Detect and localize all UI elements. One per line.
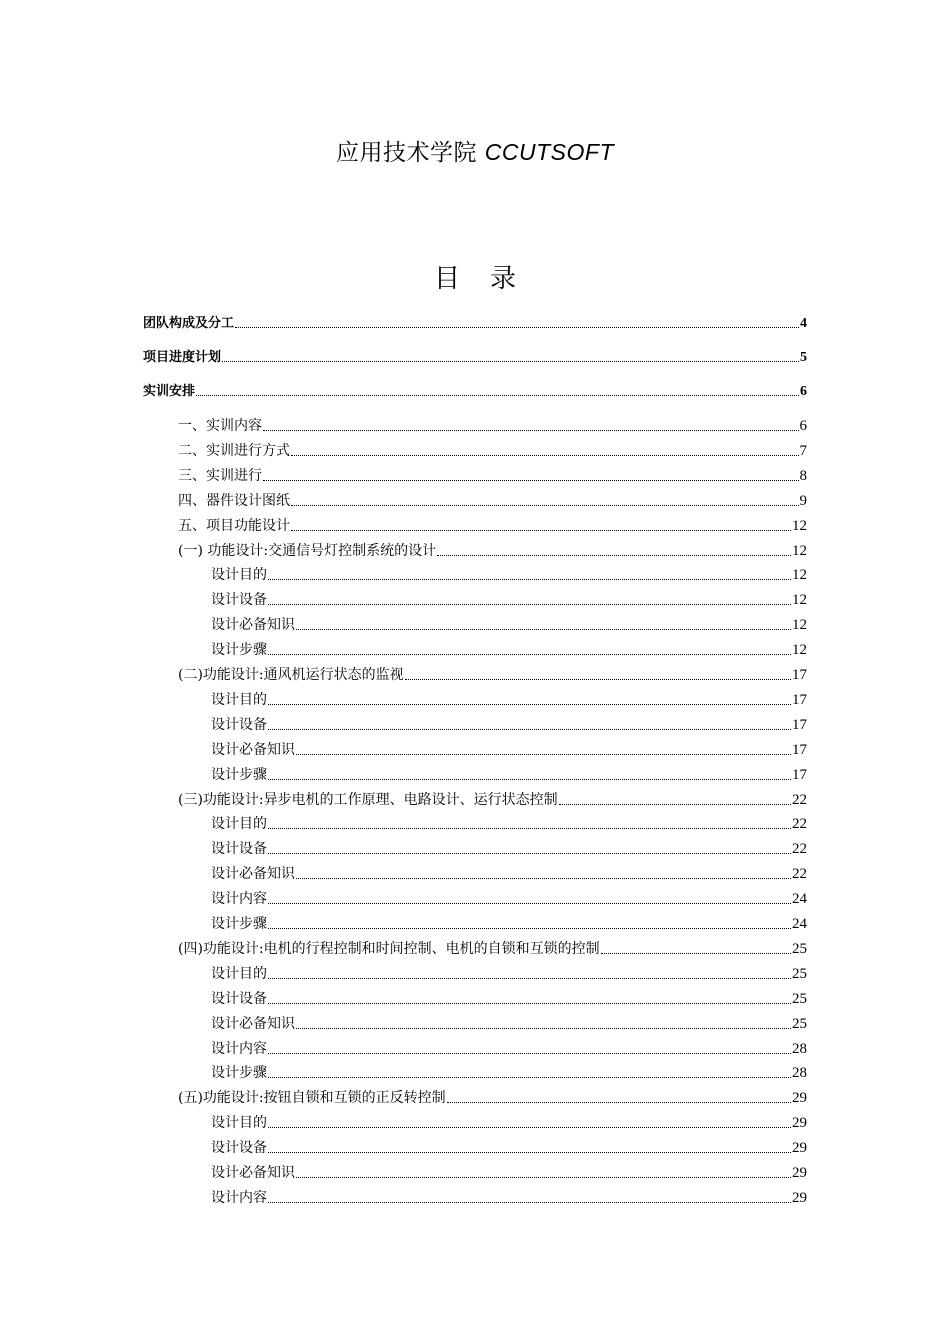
toc-entry[interactable] xyxy=(211,888,807,908)
toc-entry-page-number: 25 xyxy=(792,990,807,1007)
toc-entry[interactable] xyxy=(211,913,807,933)
toc-entry-page-number: 24 xyxy=(792,916,807,932)
toc-entry-label: 实训安排 xyxy=(143,384,196,399)
toc-entry-page-number: 17 xyxy=(792,741,807,758)
toc-entry-page-number: 29 xyxy=(792,1140,807,1157)
toc-entry-label: 设计目的 xyxy=(211,965,267,982)
toc-dot-leader xyxy=(291,529,791,531)
toc-entry[interactable] xyxy=(178,664,807,684)
toc-entry-page-number: 8 xyxy=(799,467,807,484)
toc-entry-label: (三)功能设计:异步电机的工作原理、电路设计、运行状态控制 xyxy=(178,791,558,808)
toc-entry-page-number: 12 xyxy=(792,542,807,559)
toc-entry-page-number: 22 xyxy=(792,841,807,858)
toc-entry-label: 设计必备知识 xyxy=(211,617,295,634)
toc-entry[interactable] xyxy=(143,312,807,332)
toc-entry[interactable] xyxy=(211,1187,807,1207)
toc-dot-leader xyxy=(268,827,791,829)
toc-dot-leader xyxy=(268,778,791,780)
toc-dot-leader xyxy=(268,1002,791,1004)
toc-entry-label: 设计目的 xyxy=(211,691,267,708)
toc-entry[interactable] xyxy=(211,988,807,1008)
toc-dot-leader xyxy=(296,1176,791,1178)
toc-entry[interactable] xyxy=(211,739,807,759)
toc-entry[interactable] xyxy=(143,346,807,366)
header-school-name: 应用技术学院 xyxy=(335,140,477,166)
toc-entry-label: 项目进度计划 xyxy=(143,350,222,365)
toc-dot-leader xyxy=(268,977,791,979)
toc-entry-label: 设计内容 xyxy=(211,1040,267,1057)
toc-entry[interactable] xyxy=(211,1038,807,1058)
toc-entry-label: 四、器件设计图纸 xyxy=(178,492,290,509)
toc-entry[interactable] xyxy=(178,465,807,485)
toc-entry-label: 设计设备 xyxy=(211,716,267,733)
toc-dot-leader xyxy=(268,1201,791,1203)
document-header xyxy=(0,134,950,167)
toc-entry-page-number: 29 xyxy=(792,1165,807,1181)
toc-dot-leader xyxy=(559,803,791,805)
toc-dot-leader xyxy=(263,479,799,481)
toc-entry[interactable] xyxy=(211,863,807,883)
toc-entry-label: 设计设备 xyxy=(211,841,267,858)
toc-entry-label: (二)功能设计:通风机运行状态的监视 xyxy=(178,667,404,683)
toc-entry-label: 设计必备知识 xyxy=(211,866,295,883)
toc-entry-label: 设计步骤 xyxy=(211,916,267,932)
toc-entry-label: (四)功能设计:电机的行程控制和时间控制、电机的自锁和互锁的控制 xyxy=(178,940,600,957)
toc-entry-page-number: 4 xyxy=(800,316,807,331)
toc-title xyxy=(0,258,950,295)
toc-entry-page-number: 22 xyxy=(792,816,807,833)
toc-entry-page-number: 25 xyxy=(792,1015,807,1032)
toc-dot-leader xyxy=(268,653,791,655)
toc-entry-page-number: 29 xyxy=(792,1090,807,1107)
toc-entry-page-number: 28 xyxy=(792,1040,807,1057)
toc-entry-page-number: 29 xyxy=(792,1189,807,1206)
toc-entry-label: 设计必备知识 xyxy=(211,1015,295,1032)
toc-dot-leader xyxy=(268,1076,791,1078)
toc-entry[interactable] xyxy=(211,1013,807,1033)
toc-entry-page-number: 6 xyxy=(799,418,807,434)
toc-entry-page-number: 12 xyxy=(792,567,807,584)
toc-dot-leader xyxy=(268,703,791,705)
toc-dot-leader xyxy=(268,902,791,904)
toc-entry-label: (五)功能设计:按钮自锁和互锁的正反转控制 xyxy=(178,1090,446,1107)
toc-entry-label: 设计步骤 xyxy=(211,766,267,783)
toc-entry[interactable] xyxy=(178,440,807,460)
toc-entry[interactable] xyxy=(211,589,807,609)
toc-dot-leader xyxy=(291,504,799,506)
toc-entry[interactable] xyxy=(178,540,807,560)
toc-dot-leader xyxy=(601,952,791,954)
toc-entry-label: 二、实训进行方式 xyxy=(178,442,290,459)
toc-entry-label: (一) 功能设计:交通信号灯控制系统的设计 xyxy=(178,542,437,559)
toc-entry[interactable] xyxy=(211,1062,807,1082)
toc-entry[interactable] xyxy=(178,490,807,510)
toc-entry[interactable] xyxy=(211,1112,807,1132)
toc-entry[interactable] xyxy=(211,838,807,858)
toc-entry-page-number: 22 xyxy=(792,866,807,883)
toc-dot-leader xyxy=(268,728,791,730)
toc-entry-page-number: 12 xyxy=(792,617,807,634)
toc-entry[interactable] xyxy=(178,415,807,435)
toc-entry-label: 设计目的 xyxy=(211,1115,267,1132)
toc-entry[interactable] xyxy=(211,689,807,709)
toc-dot-leader xyxy=(268,578,791,580)
toc-dot-leader xyxy=(268,1052,791,1054)
toc-entry-label: 设计内容 xyxy=(211,891,267,908)
toc-entry-page-number: 9 xyxy=(799,492,807,509)
toc-entry-page-number: 5 xyxy=(800,350,807,365)
toc-entry-page-number: 17 xyxy=(792,691,807,708)
toc-entry[interactable] xyxy=(178,789,807,809)
toc-entry-page-number: 7 xyxy=(799,442,807,459)
toc-entry-label: 团队构成及分工 xyxy=(143,316,235,331)
toc-title-char-1: 目 xyxy=(433,264,460,294)
toc-entry-label: 设计内容 xyxy=(211,1189,267,1206)
toc-dot-leader xyxy=(296,628,791,630)
toc-dot-leader xyxy=(196,394,799,396)
toc-dot-leader xyxy=(263,429,799,431)
toc-entry-page-number: 22 xyxy=(792,791,807,808)
toc-entry-page-number: 24 xyxy=(792,891,807,908)
toc-entry-label: 设计步骤 xyxy=(211,1065,267,1082)
toc-entry[interactable] xyxy=(143,380,807,400)
toc-dot-leader xyxy=(235,326,799,328)
toc-entry-label: 三、实训进行 xyxy=(178,467,262,484)
toc-entry[interactable] xyxy=(178,1087,807,1107)
toc-entry-page-number: 29 xyxy=(792,1115,807,1132)
toc-entry[interactable] xyxy=(211,764,807,784)
toc-entry-label: 一、实训内容 xyxy=(178,418,262,434)
toc-dot-leader xyxy=(296,753,791,755)
toc-dot-leader xyxy=(447,1101,791,1103)
toc-entry-label: 设计步骤 xyxy=(211,642,267,659)
toc-dot-leader xyxy=(268,1126,791,1128)
toc-entry[interactable] xyxy=(211,1162,807,1182)
toc-entry-label: 五、项目功能设计 xyxy=(178,517,290,534)
toc-entry[interactable] xyxy=(211,564,807,584)
toc-dot-leader xyxy=(296,877,791,879)
toc-entry-page-number: 12 xyxy=(792,592,807,609)
toc-entry[interactable] xyxy=(211,639,807,659)
toc-entry-label: 设计必备知识 xyxy=(211,741,295,758)
toc-dot-leader xyxy=(296,1027,791,1029)
toc-entry[interactable] xyxy=(178,515,807,535)
toc-dot-leader xyxy=(268,603,791,605)
toc-dot-leader xyxy=(405,678,791,680)
toc-entry[interactable] xyxy=(211,963,807,983)
toc-entry-page-number: 17 xyxy=(792,716,807,733)
toc-dot-leader xyxy=(268,927,791,929)
toc-entry-label: 设计目的 xyxy=(211,567,267,584)
toc-entry-label: 设计必备知识 xyxy=(211,1165,295,1181)
toc-entry-page-number: 17 xyxy=(792,667,807,683)
toc-title-char-2: 录 xyxy=(490,264,517,294)
toc-dot-leader xyxy=(222,360,799,362)
toc-entry-page-number: 12 xyxy=(792,642,807,659)
toc-entry[interactable] xyxy=(178,938,807,958)
toc-entry[interactable] xyxy=(211,1137,807,1157)
toc-entry-page-number: 28 xyxy=(792,1065,807,1082)
toc-entry-label: 设计设备 xyxy=(211,1140,267,1157)
toc-entry[interactable] xyxy=(211,614,807,634)
toc-entry-label: 设计目的 xyxy=(211,816,267,833)
toc-entry[interactable] xyxy=(211,813,807,833)
toc-dot-leader xyxy=(437,554,791,556)
toc-dot-leader xyxy=(268,852,791,854)
toc-entry-page-number: 12 xyxy=(792,517,807,534)
toc-entry-page-number: 17 xyxy=(792,766,807,783)
toc-dot-leader xyxy=(291,454,799,456)
toc-entry-page-number: 25 xyxy=(792,940,807,957)
toc-entry[interactable] xyxy=(211,714,807,734)
header-brand: CCUTSOFT xyxy=(484,139,615,165)
toc-entry-label: 设计设备 xyxy=(211,592,267,609)
toc-dot-leader xyxy=(268,1151,791,1153)
toc-entry-page-number: 6 xyxy=(800,384,807,399)
toc-entry-label: 设计设备 xyxy=(211,990,267,1007)
toc-entry-page-number: 25 xyxy=(792,965,807,982)
